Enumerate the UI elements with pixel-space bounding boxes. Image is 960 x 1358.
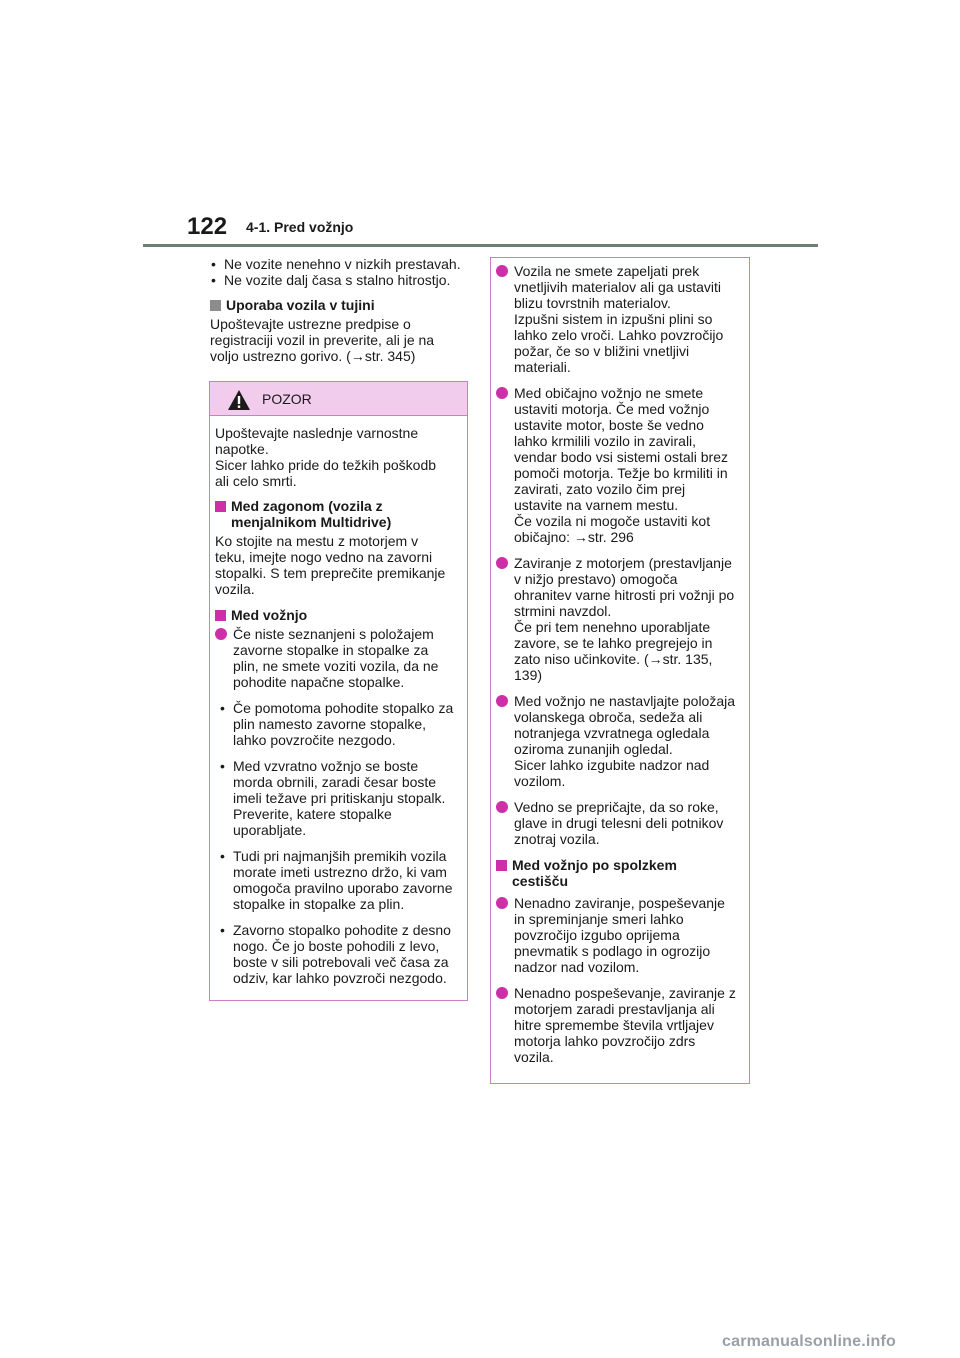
page-number: 122 [187, 213, 228, 240]
dash-item: • Ne vozite nenehno v nizkih prestavah. [210, 256, 472, 272]
text-line: • Če pomotoma pohodite stopalko za [233, 700, 454, 716]
heading-text: Med vožnjo po spolzkem [512, 857, 677, 873]
left-column [210, 256, 472, 364]
text-line: imeli težave pri pritiskanju stopalk. [233, 790, 446, 806]
sub-item [215, 758, 463, 838]
text-line: plin, ne smete voziti vozila, da ne [233, 658, 439, 674]
text-line: oziroma zunanjih ogledal. [514, 741, 673, 757]
warning-body [210, 416, 467, 986]
dash-list [210, 256, 472, 288]
dash-item: • Ne vozite dalj časa s stalno hitrostjo. [210, 272, 472, 288]
text-line: napotke. [215, 441, 269, 457]
text-line: • Med vzvratno vožnjo se boste [233, 758, 419, 774]
section-title: 4-1. Pred vožnjo [246, 219, 354, 235]
bullet-item [496, 385, 743, 545]
heading-text: Med vožnjo [231, 607, 308, 623]
text-line: • Zavorno stopalko pohodite z desno [233, 922, 451, 938]
text-line: Nenadno zaviranje, pospeševanje [514, 895, 725, 911]
text-line: zavore, se te lahko pregrejejo in [514, 635, 713, 651]
text-line: ali celo smrti. [215, 473, 297, 489]
text-line: vozila. [215, 581, 255, 597]
text-line: Sicer lahko pride do težkih poškodb [215, 457, 437, 473]
warning-box [209, 381, 468, 1001]
text-line: 139) [514, 667, 543, 683]
circle-bullet-icon [215, 628, 227, 640]
text-line: plin namesto zavorne stopalke, [233, 716, 426, 732]
header-rule [143, 244, 818, 247]
circle-bullet-icon [496, 387, 508, 399]
text-line: pomoči motorja. Težje bo krmiliti in [514, 465, 728, 481]
text-line: Med običajno vožnjo ne smete [514, 385, 704, 401]
right-warning-box [490, 257, 750, 1084]
heading-text: menjalnikom Multidrive) [231, 514, 392, 530]
text-line: zavirati, zato vozilo čim prej [514, 481, 686, 497]
heading-driving [215, 607, 463, 623]
text-line: Upoštevajte naslednje varnostne [215, 425, 419, 441]
text-line: lahko zelo vroči. Lahko povzročijo [514, 327, 724, 343]
text-line: Nenadno pospeševanje, zaviranje z [514, 985, 736, 1001]
text-line: volanskega obroča, sedeža ali [514, 709, 703, 725]
abroad-paragraph [210, 316, 472, 364]
text-line: Ko stojite na mestu z motorjem v [215, 533, 419, 549]
text-line: teku, imejte nogo vedno na zavorni [215, 549, 433, 565]
text-line: nogo. Če jo boste pohodili z levo, [233, 938, 440, 954]
circle-bullet-icon [496, 987, 508, 999]
warning-label: POZOR [262, 391, 312, 407]
text-line: in spreminjanje smeri lahko [514, 911, 684, 927]
text-line: Če niste seznanjeni s položajem [233, 626, 434, 642]
text-line: notranjega vzvratnega ogledala [514, 725, 710, 741]
circle-bullet-icon [496, 265, 508, 277]
text-line: znotraj vozila. [514, 831, 600, 847]
bullet-item [215, 626, 463, 690]
text-line: nadzor nad vozilom. [514, 959, 640, 975]
text-line: lahko povzročite nezgodo. [233, 732, 396, 748]
bullet-item [496, 799, 743, 847]
watermark-link[interactable]: carmanualsonline.info [722, 1333, 897, 1350]
heading-text: Uporaba vozila v tujini [226, 297, 375, 313]
text-line: motorja lahko povzročijo zdrs [514, 1033, 696, 1049]
bullet-item [496, 693, 743, 789]
text-line: hitre spremembe števila vrtljajev [514, 1017, 714, 1033]
circle-bullet-icon [496, 695, 508, 707]
text-line: morda obrnili, zaradi česar boste [233, 774, 437, 790]
text-line: običajno: →str. 296 [514, 529, 634, 545]
text-line: boste v sili potrebovali več časa za [233, 954, 449, 970]
warning-intro [215, 425, 463, 489]
text-line: stopalke in stopalke za plin. [233, 896, 405, 912]
text-line: ohranitev varne hitrosti pri vožnji po [514, 587, 735, 603]
text-line: Če pri tem nenehno uporabljate [514, 619, 711, 635]
text-line: Če vozila ni mogoče ustaviti kot [514, 513, 711, 529]
text-line: zato niso učinkovite. (→str. 135, [514, 651, 713, 667]
text-line: ustavite motor, boste še vedno [514, 417, 704, 433]
circle-bullet-icon [496, 897, 508, 909]
square-bullet-icon [215, 501, 226, 512]
text-line: pohodite napačne stopalke. [233, 674, 405, 690]
heading-startup [215, 498, 463, 530]
text-line: Sicer lahko izgubite nadzor nad [514, 757, 710, 773]
text-line: strmini navzdol. [514, 603, 612, 619]
bullet-item [496, 263, 743, 375]
text-line: morate imeti ustrezno držo, ki vam [233, 864, 447, 880]
text-line: registraciji vozil in preverite, ali je na [210, 332, 435, 348]
warning-header [210, 382, 467, 416]
heading-text: Med zagonom (vozila z [231, 498, 383, 514]
text-line: povzročijo izgubo oprijema [514, 927, 680, 943]
text-line: • Tudi pri najmanjših premikih vozila [233, 848, 447, 864]
startup-paragraph [215, 533, 463, 597]
square-bullet-icon [210, 300, 221, 311]
text-line: vendar bodo vsi sistemi ostali brez [514, 449, 728, 465]
text-line: Med vožnjo ne nastavljajte položaja [514, 693, 736, 709]
circle-bullet-icon [496, 801, 508, 813]
text-line: uporabljate. [233, 822, 307, 838]
text-line: Vozila ne smete zapeljati prek [514, 263, 700, 279]
text-line: Izpušni sistem in izpušni plini so [514, 311, 713, 327]
square-bullet-icon [496, 860, 507, 871]
text-line: zavorne stopalke in stopalke za [233, 642, 429, 658]
text-line: voljo ustrezno gorivo. (→str. 345) [210, 348, 416, 364]
text-line: Vedno se prepričajte, da so roke, [514, 799, 719, 815]
text-line: omogoča pravilno uporabo zavorne [233, 880, 453, 896]
text-line: Zaviranje z motorjem (prestavljanje [514, 555, 732, 571]
text-line: blizu tovrstnih materialov. [514, 295, 671, 311]
sub-item [215, 922, 463, 986]
bullet-item [496, 555, 743, 683]
heading-abroad [210, 297, 472, 313]
text-line: odziv, kar lahko povzroči nezgodo. [233, 970, 447, 986]
bullet-item [496, 895, 743, 975]
text-line: v nižjo prestavo) omogoča [514, 571, 678, 587]
text-line: glave in drugi telesni deli potnikov [514, 815, 724, 831]
heading-text: cestišču [512, 873, 569, 889]
bullet-item [496, 985, 743, 1065]
text-line: materiali. [514, 359, 571, 375]
square-bullet-icon [215, 610, 226, 621]
text-line: pnevmatik s podlago in ogrozijo [514, 943, 711, 959]
text-line: Preverite, katere stopalke [233, 806, 392, 822]
text-line: ustaviti motorja. Če med vožnjo [514, 401, 710, 417]
text-line: lahko krmilili vozilo in zavirali, [514, 433, 697, 449]
sub-item [215, 848, 463, 912]
text-line: Upoštevajte ustrezne predpise o [210, 316, 411, 332]
sub-item [215, 700, 463, 748]
text-line: vnetljivih materialov ali ga ustaviti [514, 279, 721, 295]
text-line: požar, če so v bližini vnetljivi [514, 343, 690, 359]
text-line: vozilom. [514, 773, 566, 789]
text-line: vozila. [514, 1049, 554, 1065]
warning-triangle-icon [227, 389, 251, 411]
circle-bullet-icon [496, 557, 508, 569]
heading-slippery [496, 857, 743, 889]
text-line: motorjem zaradi prestavljanja ali [514, 1001, 715, 1017]
text-line: ustavite na varnem mestu. [514, 497, 679, 513]
text-line: stopalki. S tem preprečite premikanje [215, 565, 446, 581]
